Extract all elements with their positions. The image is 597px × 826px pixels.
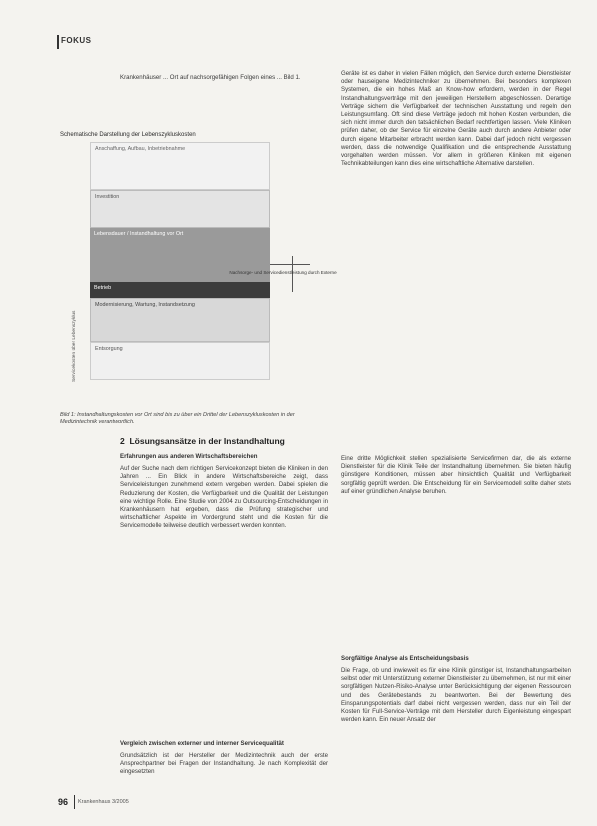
page-number: 96 [58, 797, 69, 807]
figure-title: Schematische Darstellung der Lebenszykluskosten [60, 132, 196, 138]
band-investment: Investition [90, 190, 270, 228]
band-lifetime: Lebensdauer / Instandhaltung vor Ort [90, 228, 270, 282]
section-title: Lösungsansätze in der Instandhaltung [129, 436, 285, 446]
right-body-3: Die Frage, ob und inwieweit es für eine Klinik günstiger ist, Instandhaltungsarbeiten selbst oder mit Unterstützung externer Dienstleister zu übernehmen, ist nur mit einer sorgfältigen Nutzen-Risiko-Analyse unter Berücksichtigung der eigenen Ressourcen und des Gerätebestands zu beantworten. Bei der Bewertung des Einsparungspotentials darf dabei nicht vergessen werden, dass nur ein Teil der Kosten für Full-Service-Verträge mit dem Hersteller durch Eigenleistung eingespart werden kann. Ein neuer Ansatz der [341, 667, 571, 724]
arrow-line [270, 264, 310, 265]
right-body-1: Geräte ist es daher in vielen Fällen möglich, den Service durch externe Dienstleister oder hauseigene Medizintechniker zu übernehmen. Bei besonders komplexen Systemen, die ein hohes Maß an Know-how erfordern, werden in der Regel Instandhaltungsverträge mit den jeweiligen Herstellern abgeschlossen. Derartige Verträge sichern die Verfügbarkeit der technischen Ausstattung und regeln den Leistungsumfang. Oft sind diese Verträge jedoch mit hohen Kosten verbunden, die sich nicht immer durch den tatsächlichen Bedarf rechtfertigen lassen. Viele Kliniken prüfen daher, ob der Service für einzelne Geräte auch durch andere Anbieter oder durch eigene Mitarbeiter erbracht werden kann. Dabei darf jedoch nicht vergessen werden, dass die notwendige Qualifikation und die entsprechende Ausstattung vorgehalten werden müssen. Vor allem in größeren Kliniken mit eigenen Technikabteilungen kann dies eine wirtschaftliche Alternative darstellen. [341, 70, 571, 168]
left-body-1: Auf der Suche nach dem richtigen Servicekonzept bieten die Kliniken in den Jahren ... Ein Blick in andere Wirtschaftsbereiche zeigt, dass Serviceleistungen zunehmend extern vergeben werden. Dabei spielen die Reduzierung der Kosten, die Verfügbarkeit und die Qualität der Leistungen eine wichtige Rolle. Eine Studie von 2004 zu Outsourcing-Entscheidungen in Krankenhäusern hat ergeben, dass die Prüfung strategischer und wirtschaftlicher Aspekte im Vordergrund steht und die Kosten für die Servicemodelle teilweise deutlich verbessert werden konnten. [120, 465, 328, 530]
section-number: 2 [120, 436, 125, 446]
figure-caption: Bild 1: Instandhaltungskosten vor Ort sind bis zu über ein Drittel der Lebenszykluskosten in der Medizintechnik verantwortlich. [60, 412, 295, 425]
right-body-2: Eine dritte Möglichkeit stellen spezialisierte Servicefirmen dar, die als externe Dienstleister für die Klinik Teile der Instandhaltung übernehmen. Sie bieten häufig günstigere Konditionen, müssen aber hinsichtlich Qualität und Verfügbarkeit sorgfältig geprüft werden. Die Entscheidung für ein Servicemodell sollte daher stets auf einer gründlichen Analyse beruhen. [341, 455, 571, 495]
band-maintenance: Modernisierung, Wartung, Instandsetzung [90, 298, 270, 342]
band-acquisition: Anschaffung, Aufbau, Inbetriebnahme [90, 142, 270, 190]
subhead-analysis: Sorgfältige Analyse als Entscheidungsbasis [341, 655, 469, 662]
cost-stack [72, 142, 270, 382]
subhead-service-quality: Vergleich zwischen externer und interner Servicequalität [120, 740, 284, 747]
arrow-note: Nachsorge- und Servicedienstleistung durch Externe [229, 270, 337, 275]
band-disposal: Entsorgung [90, 342, 270, 380]
header-mark [57, 35, 59, 49]
journal-name: Krankenhaus 3/2005 [78, 799, 129, 805]
left-body-2: Grundsätzlich ist der Hersteller der Medizintechnik auch der erste Ansprechpartner bei Fragen der Instandhaltung. Je nach Komplexität der eingesetzten [120, 752, 328, 776]
figure [60, 132, 337, 408]
axis-label: Servicekosten über Lebenszyklus [72, 310, 77, 382]
left-top-text: Krankenhäuser ... Ort auf nachsorgefähigen Folgen eines ... Bild 1. [120, 74, 301, 81]
section-heading [120, 436, 285, 446]
section-header: FOKUS [61, 36, 92, 45]
footer-divider [74, 795, 75, 809]
band-operation: Betrieb [90, 282, 270, 298]
subhead-other-sectors: Erfahrungen aus anderen Wirtschaftsbereichen [120, 453, 258, 460]
